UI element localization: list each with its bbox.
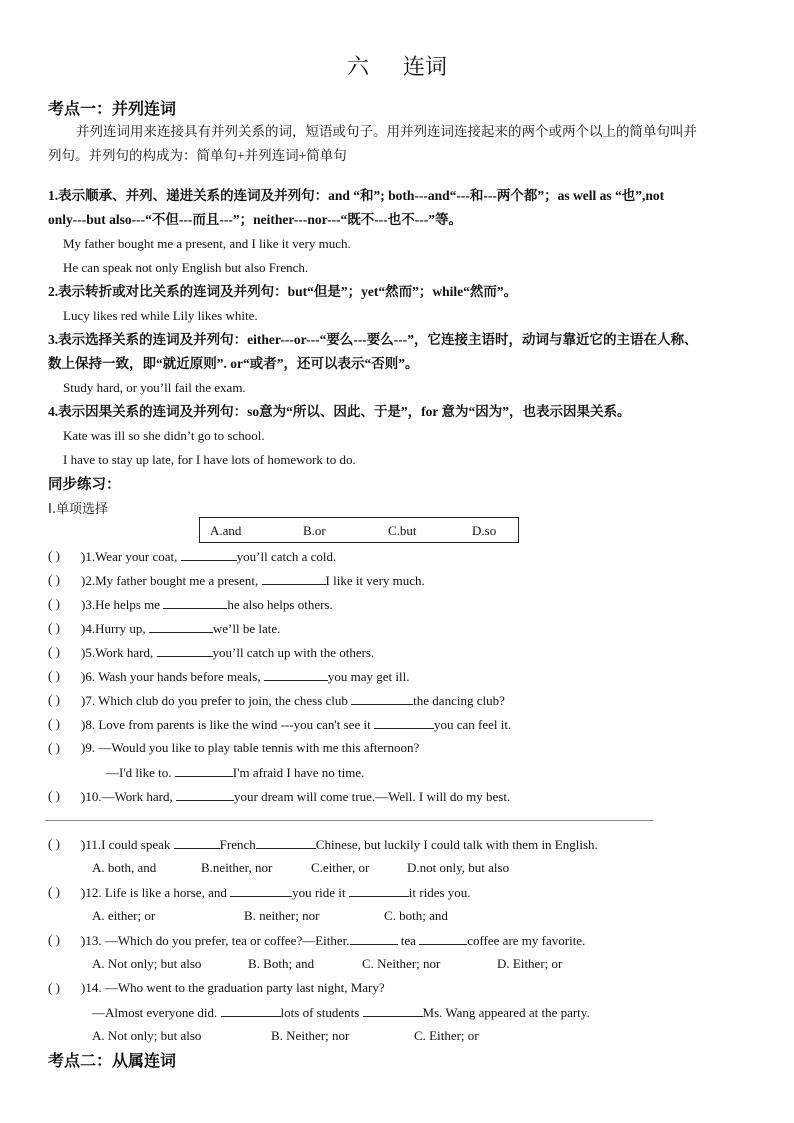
section-heading-subordinating: 考点二：从属连词 bbox=[48, 1051, 177, 1070]
rule-2: 2.表示转折或对比关系的连词及并列句：but“但是”；yet“然而”；while“然而”。 bbox=[48, 284, 518, 299]
answer-paren-9[interactable]: ( ) bbox=[48, 740, 60, 755]
blank[interactable] bbox=[181, 548, 237, 561]
blank[interactable] bbox=[149, 620, 213, 633]
question-1: )1.Wear your coat, you’ll catch a cold. bbox=[81, 549, 337, 564]
option-d: D.so bbox=[472, 523, 497, 538]
question-9: )9. —Would you like to play table tennis with me this afternoon? bbox=[81, 740, 420, 755]
answer-paren-13[interactable]: ( ) bbox=[48, 932, 60, 947]
answer-paren-10[interactable]: ( ) bbox=[48, 788, 60, 803]
answer-paren-6[interactable]: ( ) bbox=[48, 668, 60, 683]
answer-paren-8[interactable]: ( ) bbox=[48, 716, 60, 731]
q13-option-b[interactable]: B. Both; and bbox=[248, 956, 315, 971]
blank[interactable] bbox=[157, 644, 213, 657]
question-7: )7. Which club do you prefer to join, the chess club the dancing club? bbox=[81, 693, 505, 708]
blank[interactable] bbox=[256, 836, 316, 849]
example-2: Lucy likes red while Lily likes white. bbox=[63, 308, 258, 323]
blank[interactable] bbox=[221, 1004, 281, 1017]
rule-1: 1.表示顺承、并列、递进关系的连词及并列句：and “和”; both---and“---和---两个都”；as well as “也”,not only---but also---“不但---而且---”；neither---nor---“既不---也不---”等。 bbox=[48, 188, 665, 227]
blank[interactable] bbox=[174, 836, 220, 849]
practice-heading: 同步练习： bbox=[48, 477, 121, 493]
q12-option-a[interactable]: A. either; or bbox=[92, 908, 156, 923]
page-title: 六 连词 bbox=[346, 55, 448, 80]
blank[interactable] bbox=[175, 764, 233, 777]
answer-paren-3[interactable]: ( ) bbox=[48, 596, 60, 611]
question-8: )8. Love from parents is like the wind ---you can't see it you can feel it. bbox=[81, 717, 512, 732]
blank[interactable] bbox=[264, 668, 328, 681]
example-1a: My father bought me a present, and I like it very much. bbox=[63, 236, 351, 251]
rule-4: 4.表示因果关系的连词及并列句：so意为“所以、因此、于是”，for 意为“因为”，也表示因果关系。 bbox=[48, 404, 631, 419]
section-divider bbox=[45, 820, 653, 821]
blank[interactable] bbox=[363, 1004, 423, 1017]
question-14-line2: —Almost everyone did. lots of students Ms. Wang appeared at the party. bbox=[92, 1005, 590, 1020]
rule-3: 3.表示选择关系的连词及并列句：either---or---“要么---要么---”，它连接主语时，动词与靠近它的主语在人称、 数上保持一致，即“就近原则”. or“或者”，还可以表示“否则”。 bbox=[48, 332, 698, 371]
blank[interactable] bbox=[230, 884, 292, 897]
section-heading-coordinating: 考点一：并列连词 bbox=[48, 99, 177, 118]
q14-option-a[interactable]: A. Not only; but also bbox=[92, 1028, 202, 1043]
q14-option-b[interactable]: B. Neither; nor bbox=[271, 1028, 350, 1043]
question-6: )6. Wash your hands before meals, you may get ill. bbox=[81, 669, 410, 684]
example-4b: I have to stay up late, for I have lots of homework to do. bbox=[63, 452, 356, 467]
question-14: )14. —Who went to the graduation party last night, Mary? bbox=[81, 980, 385, 995]
question-11: )11.I could speak French Chinese, but luckily I could talk with them in English. bbox=[81, 837, 598, 852]
example-4a: Kate was ill so she didn’t go to school. bbox=[63, 428, 265, 443]
answer-paren-4[interactable]: ( ) bbox=[48, 620, 60, 635]
answer-paren-12[interactable]: ( ) bbox=[48, 884, 60, 899]
q11-option-b[interactable]: B.neither, nor bbox=[201, 860, 273, 875]
q14-option-c[interactable]: C. Either; or bbox=[414, 1028, 479, 1043]
question-4: )4.Hurry up, we’ll be late. bbox=[81, 621, 281, 636]
option-c: C.but bbox=[388, 523, 417, 538]
q13-option-a[interactable]: A. Not only; but also bbox=[92, 956, 202, 971]
question-5: )5.Work hard, you’ll catch up with the others. bbox=[81, 645, 375, 660]
answer-paren-5[interactable]: ( ) bbox=[48, 644, 60, 659]
blank[interactable] bbox=[176, 788, 234, 801]
q11-option-c[interactable]: C.either, or bbox=[311, 860, 370, 875]
blank[interactable] bbox=[351, 692, 413, 705]
blank[interactable] bbox=[374, 716, 434, 729]
answer-paren-11[interactable]: ( ) bbox=[48, 836, 60, 851]
blank[interactable] bbox=[350, 932, 398, 945]
blank[interactable] bbox=[349, 884, 409, 897]
question-3: )3.He helps me he also helps others. bbox=[81, 597, 333, 612]
example-1b: He can speak not only English but also French. bbox=[63, 260, 309, 275]
q12-option-c[interactable]: C. both; and bbox=[384, 908, 448, 923]
option-a: A.and bbox=[210, 523, 242, 538]
intro-paragraph: 并列连词用来连接具有并列关系的词，短语或句子。用并列连词连接起来的两个或两个以上的简单句叫并 列句。并列句的构成为：简单句+并列连词+简单句 bbox=[48, 124, 697, 163]
q11-option-d[interactable]: D.not only, but also bbox=[407, 860, 510, 875]
answer-paren-7[interactable]: ( ) bbox=[48, 692, 60, 707]
question-2: )2.My father bought me a present, I like it very much. bbox=[81, 573, 425, 588]
blank[interactable] bbox=[419, 932, 467, 945]
q13-option-c[interactable]: C. Neither; nor bbox=[362, 956, 441, 971]
q11-option-a[interactable]: A. both, and bbox=[92, 860, 157, 875]
question-10: )10.—Work hard, your dream will come true.—Well. I will do my best. bbox=[81, 789, 511, 804]
blank[interactable] bbox=[262, 572, 326, 585]
question-13: )13. —Which do you prefer, tea or coffee?—Either. tea coffee are my favorite. bbox=[81, 933, 586, 948]
answer-paren-2[interactable]: ( ) bbox=[48, 572, 60, 587]
answer-paren-1[interactable]: ( ) bbox=[48, 548, 60, 563]
options-box bbox=[199, 517, 519, 543]
example-3: Study hard, or you’ll fail the exam. bbox=[63, 380, 246, 395]
question-12: )12. Life is like a horse, and you ride it it rides you. bbox=[81, 885, 471, 900]
blank[interactable] bbox=[163, 596, 227, 609]
answer-paren-14[interactable]: ( ) bbox=[48, 980, 60, 995]
q12-option-b[interactable]: B. neither; nor bbox=[244, 908, 320, 923]
option-b: B.or bbox=[303, 523, 326, 538]
q13-option-d[interactable]: D. Either; or bbox=[497, 956, 563, 971]
practice-part-label: I.单项选择 bbox=[48, 502, 108, 517]
question-9-line2: —I'd like to. I'm afraid I have no time. bbox=[106, 765, 365, 780]
